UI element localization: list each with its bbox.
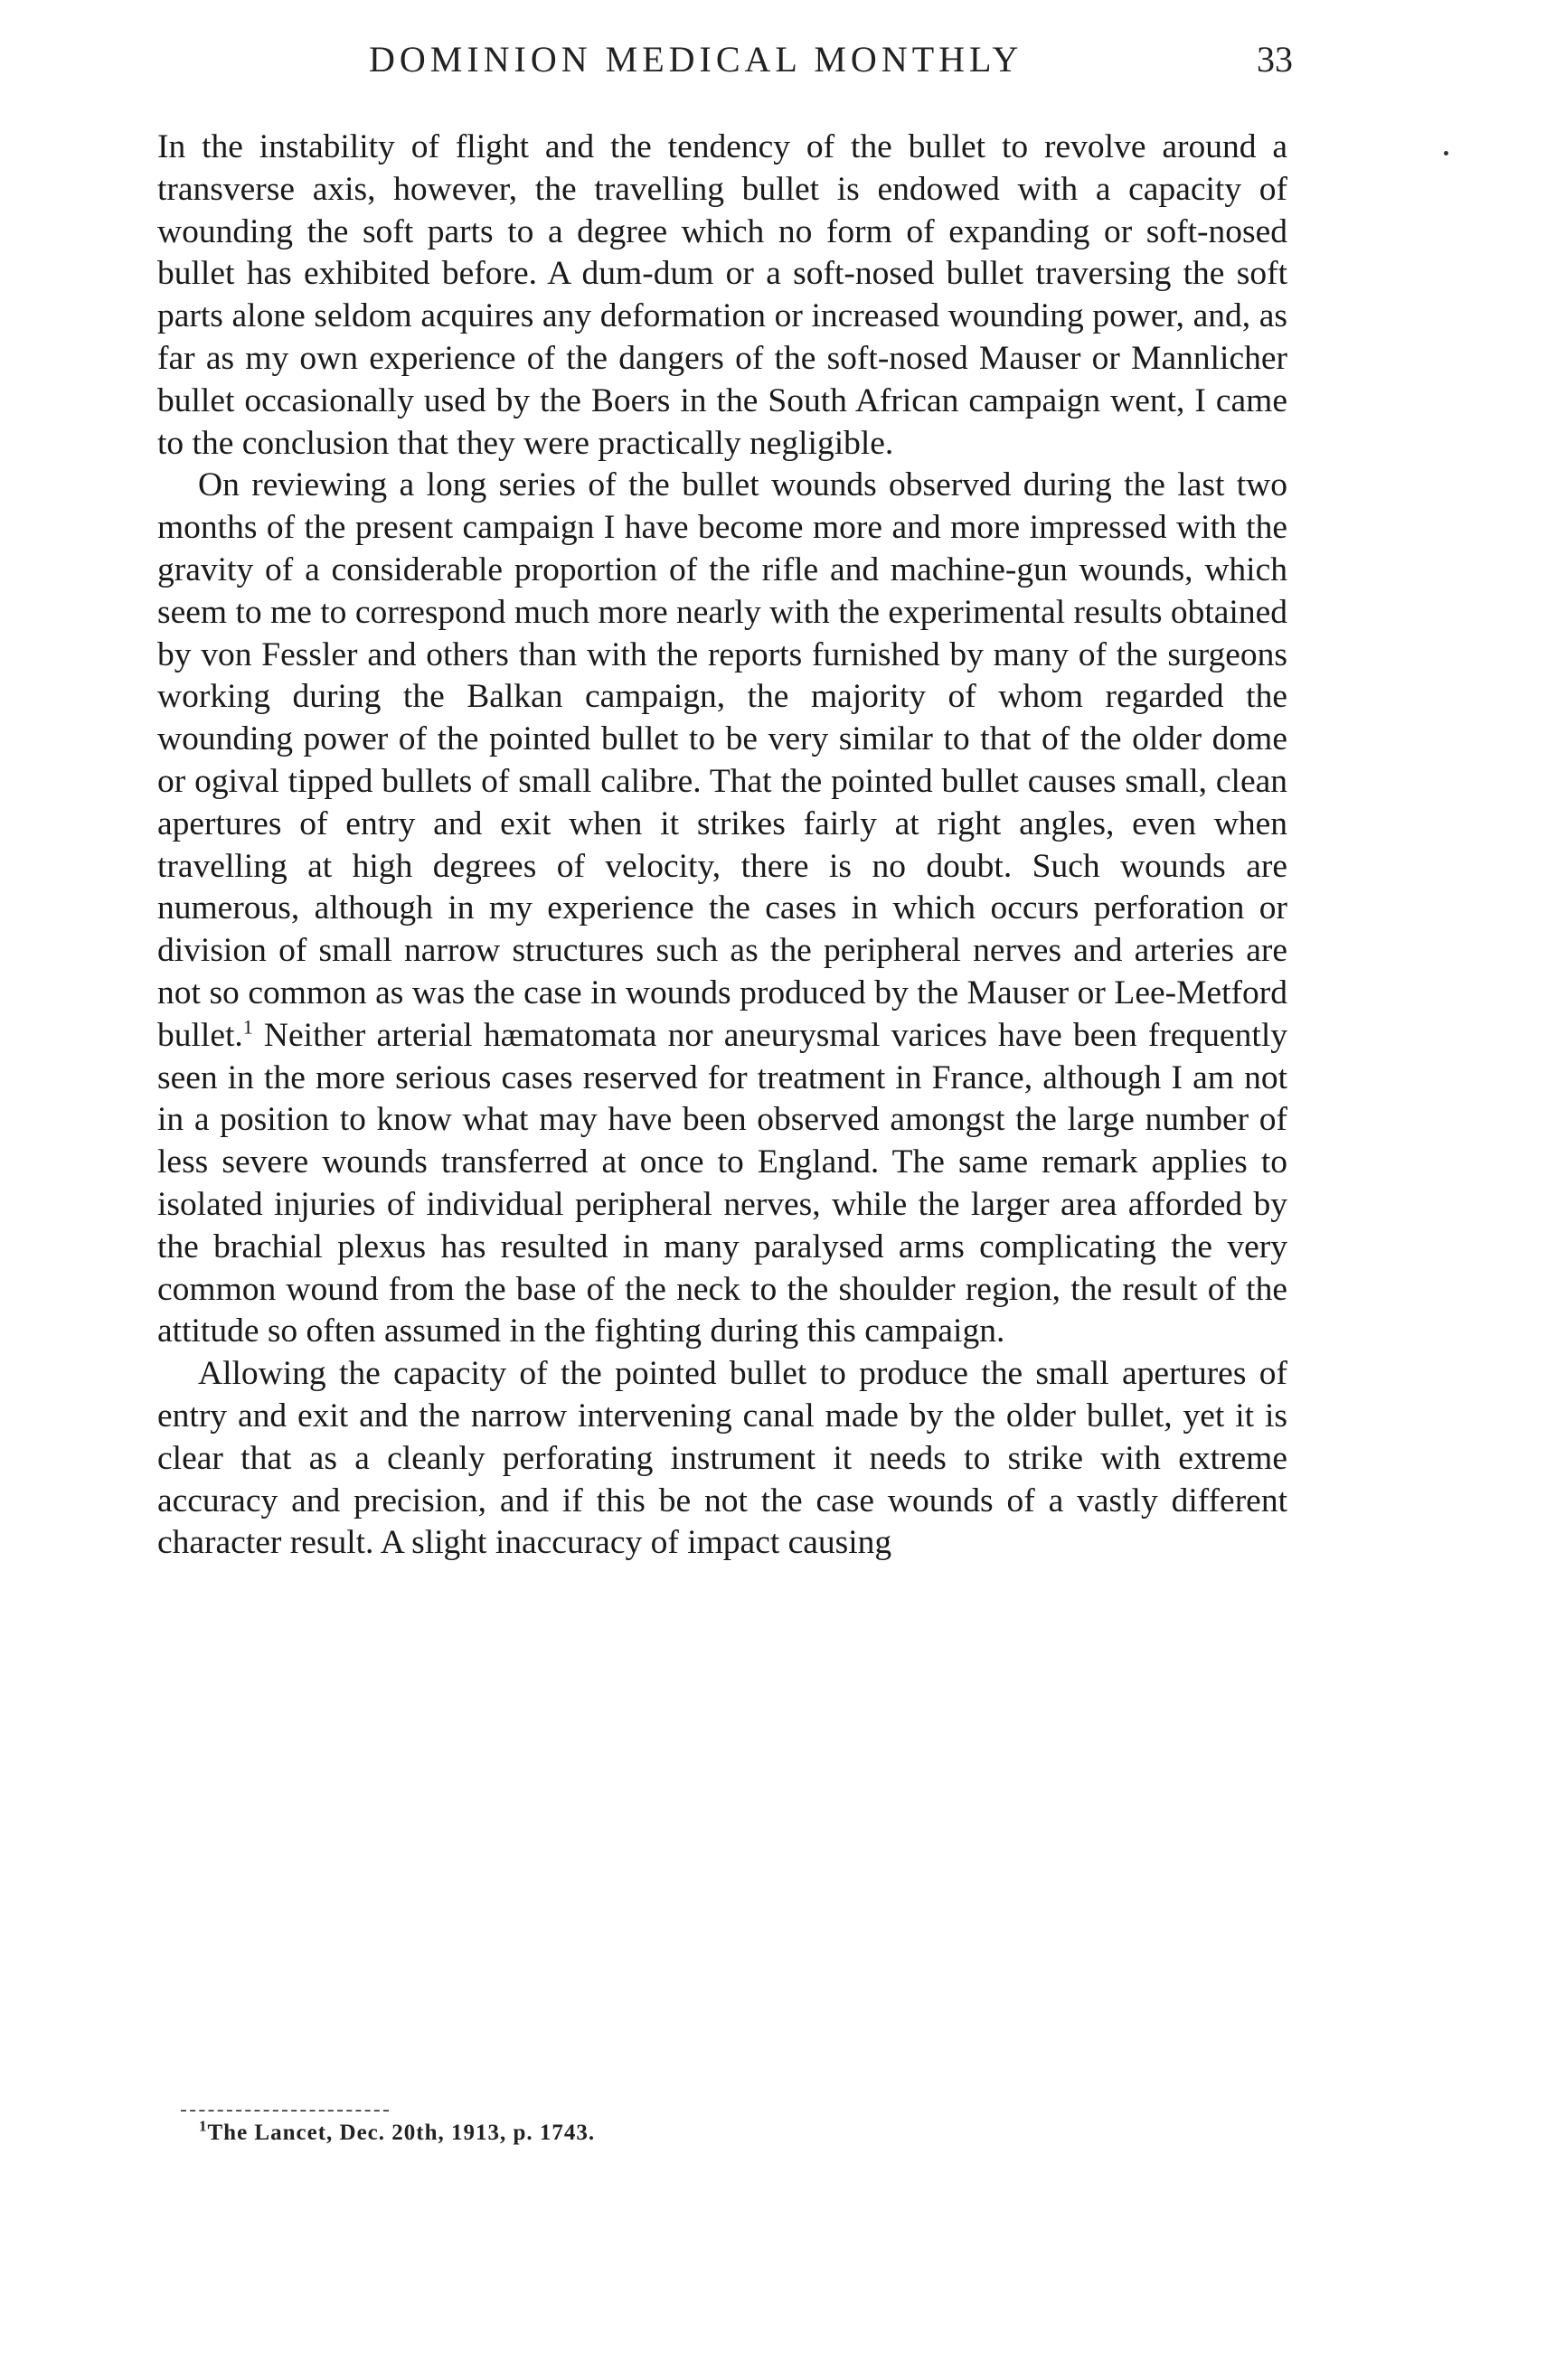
page-number: 33 [1257, 39, 1293, 80]
footnote-marker: 1 [199, 2117, 208, 2135]
paragraph-2-text-b: Neither arterial hæmatomata nor aneurysmal varices have been frequently seen in the more serious cases reserved for treatment in France, although I am not in a position to know what may have been observed amongst the large number of less severe wounds transferred at once to England. The same remark applies to isolated injuries of individual peripheral nerves, while the larger area afforded by the brachial plexus has resulted in many paralysed arms complicating the very common wound from the base of the neck to the shoulder region, the result of the attitude so often assumed in the fighting during this campaign. [157, 1016, 1287, 1350]
paragraph-3-text: Allowing the capacity of the pointed bullet to produce the small apertures of entry and exit and the narrow intervening canal made by the older bullet, yet it is clear that as a cleanly perforating instrument it needs to strike with extreme accuracy and precision, and if this be not the case wounds of a vastly different character result. A slight inaccuracy of impact causing [157, 1355, 1287, 1562]
footnote-divider [181, 2110, 389, 2112]
paragraph-1-text: In the instability of flight and the tendency of the bullet to revolve around a transverse axis, however, the travelling bullet is endowed with a capacity of wounding the soft parts to a degree which no form of expanding or soft-nosed bullet has exhibited before. A dum-dum or a soft-nosed bullet traversing the soft parts alone seldom acquires any deformation or increased wounding power, and, as far as my own experience of the dangers of the soft-nosed Mauser or Mannlicher bullet occasionally used by the Boers in the South African campaign went, I came to the conclusion that they were practically negligible. [157, 128, 1287, 462]
scan-speck [1444, 151, 1448, 155]
footnote-reference: 1 [242, 1015, 253, 1039]
paragraph-2-text-a: On reviewing a long series of the bullet wounds observed during the last two months of the present campaign I have become more and more impressed with the gravity of a considerable proportion of the rifle and machine-gun wounds, which seem to me to correspond much more nearly with the experimental results obtained by von Fessler and others than with the reports furnished by many of the surgeons working during the Balkan campaign, the majority of whom regarded the wounding power of the pointed bullet to be very similar to that of the older dome or ogival tipped bullets of small calibre. That the pointed bullet causes small, clean apertures of entry and exit when it strikes fairly at right angles, even when travelling at high degrees of velocity, there is no doubt. Such wounds are numerous, although in my experience the cases in which occurs perforation or division of small narrow structures such as the peripheral nerves and arteries are not so common as was the case in wounds produced by the Mauser or Lee-Metford bullet. [157, 466, 1287, 1054]
body-text [157, 127, 1287, 1565]
page-header [161, 38, 1293, 101]
paragraph-3 [157, 1353, 1287, 1565]
running-title: DOMINION MEDICAL MONTHLY [369, 39, 1023, 80]
footnote-text: The Lancet, Dec. 20th, 1913, p. 1743. [207, 2121, 596, 2145]
paragraph-2 [157, 465, 1287, 1353]
paragraph-1 [157, 127, 1287, 465]
footnote [199, 2117, 596, 2146]
